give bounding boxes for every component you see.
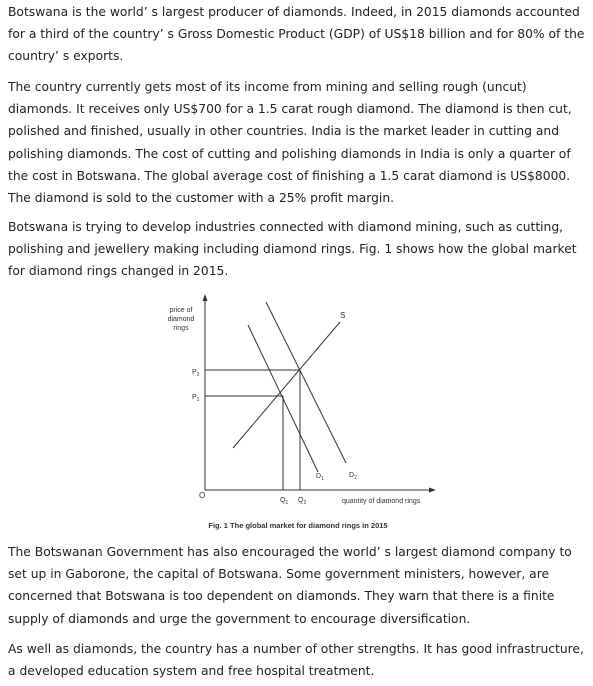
price-2-label: $P_2$ xyxy=(192,369,200,378)
y-axis-label-line-2: diamond xyxy=(167,316,195,323)
x-axis-label: quantity of diamond rings xyxy=(342,498,421,505)
quantity-2-label: $Q_2$ xyxy=(298,497,307,506)
demand-curve-2 xyxy=(266,302,346,463)
quantity-1-label: $Q_1$ xyxy=(280,497,289,506)
paragraph-1: Botswana is the world’ s largest producer of diamonds. Indeed, in 2015 diamonds accounted for a third of the country’ s Gross Domestic Product (GDP) of US$18 billion and for 80% of the country’ s exports. xyxy=(8,5,585,64)
figure-caption: Fig. 1 The global market for diamond rings in 2015 xyxy=(208,521,388,530)
paragraph-5: As well as diamonds, the country has a number of other strengths. It has good infrastructure, a developed education system and free hospital treatment. xyxy=(8,642,584,679)
x-axis-arrow xyxy=(429,488,436,493)
supply-label: S xyxy=(340,311,346,320)
demand-2-label: $D_2$ xyxy=(349,472,357,481)
paragraph-2: The country currently gets most of its income from mining and selling rough (uncut) diamonds. It receives only US$700 for a 1.5 carat rough diamond. The diamond is then cut, polished and finished, usually in other countries. India is the market leader in cutting and polishing diamonds. The cost of cutting and polishing diamonds in India is only a quarter of the cost in Botswana. The global average cost of finishing a 1.5 carat diamond is US$8000. The diamond is sold to the customer with a 25% profit margin. xyxy=(8,80,572,206)
y-axis-label-line-1: price of xyxy=(169,307,193,314)
supply-curve xyxy=(233,322,340,448)
y-axis-arrow xyxy=(203,294,208,301)
demand-1-label: $D_1$ xyxy=(316,473,324,482)
figure-diamond-market xyxy=(0,288,593,538)
price-1-label: $P_1$ xyxy=(192,394,200,403)
paragraph-3: Botswana is trying to develop industries connected with diamond mining, such as cutting, polishing and jewellery making including diamond rings. Fig. 1 shows how the global market for diamond rings changed in 2015. xyxy=(8,220,577,279)
paragraph-4: The Botswanan Government has also encouraged the world’ s largest diamond company to set up in Gaborone, the capital of Botswana. Some government ministers, however, are concerned that Botswana is too dependent on diamonds. They warn that there is a finite supply of diamonds and urge the government to encourage diversification. xyxy=(8,545,572,626)
y-axis-label-line-3: rings xyxy=(173,325,189,332)
origin-label: O xyxy=(199,491,206,500)
